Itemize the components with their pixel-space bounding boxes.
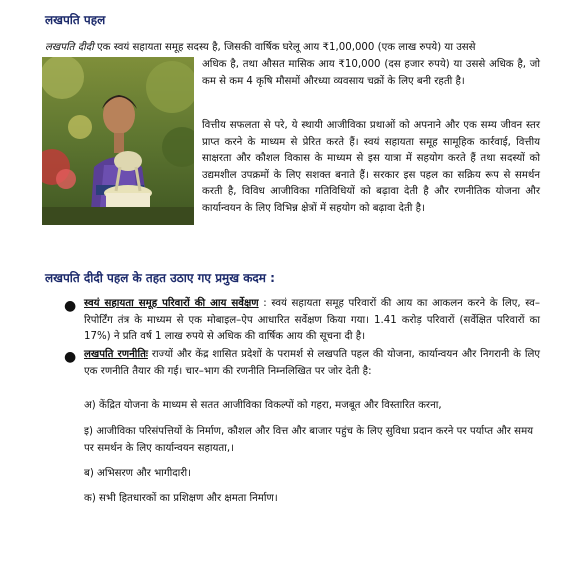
intro-line1-text: एक स्वयं सहायता समूह सदस्य है, जिसकी वार्षिक घरेलू आय ₹1,00,000 (एक लाख रुपये) या उससे: [93, 42, 476, 53]
strategy-point-d: क) सभी हितधारकों का प्रशिक्षण और क्षमता निर्माण।: [84, 493, 278, 504]
section-heading-key-steps: लखपति दीदी पहल के तहत उठाए गए प्रमुख कदम :: [45, 271, 275, 285]
strategy-point-c: ब) अभिसरण और भागीदारी।: [84, 468, 191, 479]
list-item-lakhpati-strategy: [84, 347, 540, 380]
section-heading-lakhpati-initiative: लखपति पहल: [45, 13, 106, 27]
support-paragraph: वित्तीय सफलता से परे, ये स्थायी आजीविका प्रथाओं को अपनाने और एक सम्य जीवन स्तर प्राप्त करने के माध्यम से प्रेरित करते हैं। स्वयं सहायता समूह सामूहिक कार्रवाई, वित्तीय साक्षरता और कौशल विकास के माध्यम से इस यात्रा में सहयोग करते हैं तथा सदस्यों को उद्यमशील उपक्रमों के लिए सशक्त बनाते हैं। सरकार इस पहल का सक्रिय रूप से समर्थन करती है, विविध आजीविका गतिविधियों को बढ़ावा देती है और रणनीतिक योजना और कार्यान्वयन के लिए विभिन्न क्षेत्रों में सहयोग को बढ़ावा देती है।: [202, 120, 540, 214]
lakhpati-strategy-text: राज्यों और केंद्र शासित प्रदेशों के परामर्श से लखपति पहल की योजना, कार्यान्वयन और निगरानी के लिए एक रणनीति तैयार की गई। चार–भाग की रणनीति निम्नलिखित पर जोर देती है:: [84, 349, 541, 377]
intro-paragraph-line1: [45, 40, 540, 57]
photo-woman-with-produce: [41, 56, 195, 226]
list-item-income-survey: [84, 296, 540, 346]
income-survey-text: : स्वयं सहायता समूह परिवारों की आय का आकलन करने के लिए, स्व–रिपोर्टिंग तंत्र के माध्यम से एक मोबाइल–ऐप आधारित सर्वेक्षण किया गया। 1.41 करोड़ परिवारों (सर्वेक्षित परिवारों का 17%) ने प्रति वर्ष 1 लाख रुपये से अधिक की वार्षिक आय की सूचना दी है।: [84, 298, 541, 343]
bullet-icon: ●: [64, 349, 77, 365]
strategy-point-b: इ) आजीविका परिसंपत्तियों के निर्माण, कौशल और वित्त और बाजार पहुंच के लिए सुविधा प्रदान करने पर पर्याप्त और समय पर समर्थन के लिए कार्यान्वयन सहायता,।: [84, 426, 534, 454]
bullet-icon: ●: [64, 298, 77, 314]
lakhpati-strategy-label: लखपति रणनीतिः: [84, 349, 148, 360]
intro-paragraph-continued: अधिक है, तथा औसत मासिक आय ₹10,000 (दस हजार रुपये) या उससे अधिक है, जो कम से कम 4 कृषि मौसमों औरध्या व्यवसाय चक्रों के लिए बनी रहती है।: [202, 59, 540, 87]
strategy-point-a: अ) केंद्रित योजना के माध्यम से सतत आजीविका विकल्पों को गहरा, मजबूत और विस्तारित करना,: [84, 400, 442, 411]
income-survey-label: स्वयं सहायता समूह परिवारों की आय सर्वेक्षण: [84, 298, 259, 309]
lakhpati-didi-term: लखपति दीदी: [45, 42, 94, 53]
